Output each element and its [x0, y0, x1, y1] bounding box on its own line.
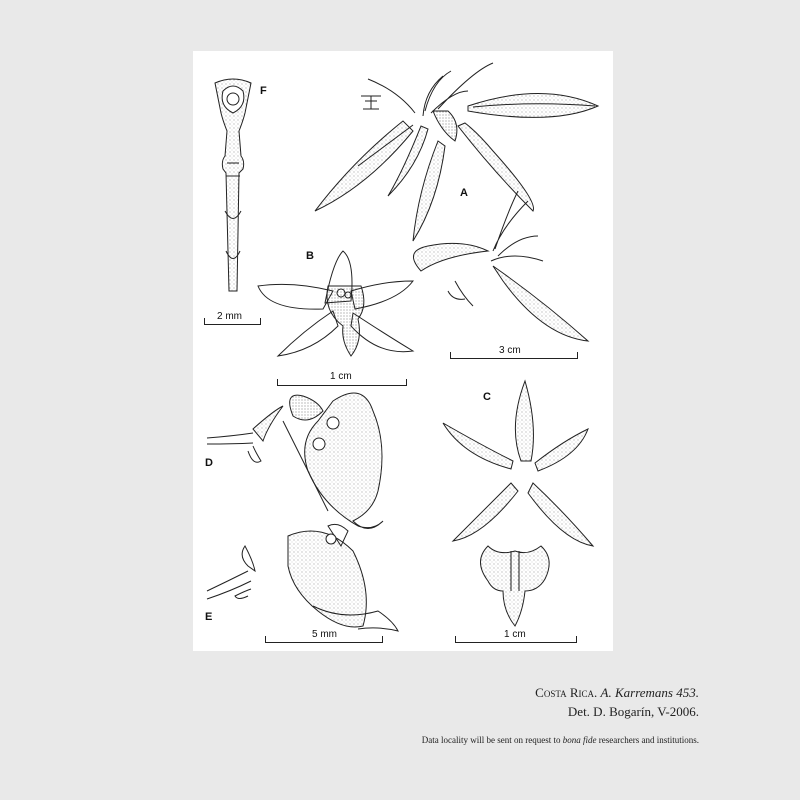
- figure-label-e: E: [205, 611, 213, 623]
- figure-c-perianth-dissection-drawing: [443, 381, 593, 626]
- botanical-plate: [193, 51, 613, 651]
- scale-bar-c-label: 1 cm: [504, 629, 526, 640]
- caption-country: Costa Rica.: [535, 685, 598, 700]
- figure-e-flower-lateral-drawing: [207, 524, 398, 631]
- figure-label-c: C: [483, 391, 491, 403]
- scale-bar-de-label: 5 mm: [312, 629, 337, 640]
- plate-illustration: [193, 51, 613, 651]
- caption-note-suffix: researchers and institutions.: [598, 735, 699, 745]
- caption-determination: Det. D. Bogarín, V-2006.: [567, 704, 699, 719]
- scale-bar-a-label: 3 cm: [499, 345, 521, 356]
- figure-label-f: F: [260, 85, 267, 97]
- caption-specimen-line: [535, 685, 699, 701]
- caption-note-prefix: Data locality will be sent on request to: [421, 735, 561, 745]
- figure-f-column-drawing: [215, 79, 251, 291]
- figure-d-flower-lateral-drawing: [207, 393, 383, 529]
- figure-label-b: B: [306, 250, 314, 262]
- scale-bar-f-label: 2 mm: [217, 311, 242, 322]
- caption-collector: A. Karremans 453.: [600, 685, 699, 700]
- figure-label-d: D: [205, 457, 213, 469]
- figure-b-flower-drawing: [258, 251, 413, 356]
- figure-label-a: A: [460, 187, 468, 199]
- scale-bar-b-label: 1 cm: [330, 371, 352, 382]
- caption-note: [422, 735, 699, 745]
- caption-note-italic: bona fide: [562, 735, 597, 745]
